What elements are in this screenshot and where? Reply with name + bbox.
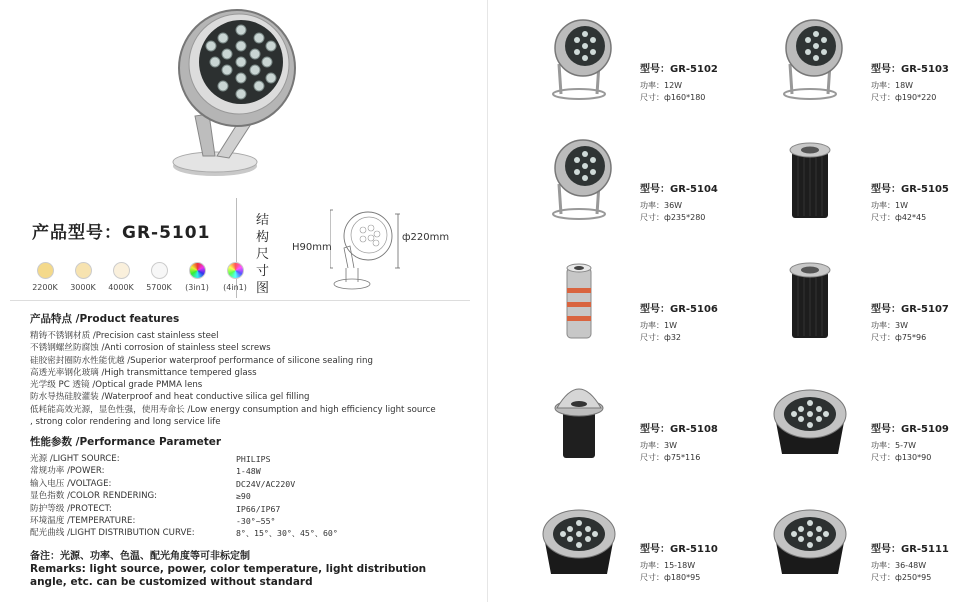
param-value: 8°、15°、30°、45°、60° bbox=[236, 528, 338, 539]
param-value: PHILIPS bbox=[236, 454, 271, 464]
product-size: 尺寸：ф42*45 bbox=[871, 213, 927, 222]
dimension-diameter: ф220mm bbox=[402, 232, 450, 243]
product-power: 功率：1W bbox=[640, 321, 677, 330]
performance-row bbox=[30, 453, 338, 465]
product-power: 功率：12W bbox=[640, 81, 683, 90]
performance-row bbox=[30, 503, 338, 515]
product-size: 尺寸：ф32 bbox=[640, 333, 682, 342]
performance-row bbox=[30, 465, 338, 477]
swatch-label: (3in1) bbox=[185, 283, 209, 292]
swatch-label: 5700K bbox=[146, 283, 172, 292]
feature-item: 硅胶密封圈防水性能优越 /Superior waterproof performance of silicone sealing ring bbox=[30, 355, 373, 366]
swatch-dot bbox=[75, 262, 92, 279]
feature-item: 防水导热硅胶灌装 /Waterproof and heat conductive silica gel filling bbox=[30, 392, 310, 403]
swatch-label: (4in1) bbox=[223, 283, 247, 292]
product-card bbox=[871, 180, 949, 224]
product-image bbox=[537, 374, 621, 466]
product-card bbox=[871, 420, 949, 464]
product-image bbox=[537, 134, 621, 226]
features-title: 产品特点 /Product features bbox=[30, 313, 180, 325]
feature-item: 精铸不锈钢材质 /Precision cast stainless steel bbox=[30, 331, 219, 341]
product-card bbox=[640, 60, 718, 104]
param-value: IP66/IP67 bbox=[236, 503, 281, 514]
feature-item: 低耗能高效光源，显色性强，使用寿命长 /Low energy consumption and high efficiency light source bbox=[30, 404, 436, 415]
remarks-chinese: 备注：光源、功率、色温、配光角度等可非标定制 bbox=[30, 551, 250, 562]
product-model: 型号：GR-5105 bbox=[871, 184, 949, 195]
product-card bbox=[871, 540, 949, 584]
performance-row bbox=[30, 478, 338, 490]
swatch-label: 2200K bbox=[32, 283, 58, 292]
product-power: 功率：15-18W bbox=[640, 561, 696, 570]
performance-row bbox=[30, 490, 338, 502]
param-key: 光源 /LIGHT SOURCE: bbox=[30, 454, 120, 464]
performance-row bbox=[30, 527, 338, 539]
product-model: 型号：GR-5107 bbox=[871, 304, 949, 315]
product-size: 尺寸：ф160*180 bbox=[640, 93, 706, 102]
product-power: 功率：3W bbox=[871, 321, 908, 330]
product-card bbox=[640, 300, 718, 344]
product-image bbox=[537, 494, 621, 586]
structure-label: 结构尺寸图 bbox=[256, 213, 270, 296]
swatch-dot bbox=[151, 262, 168, 279]
param-key: 常规功率 /POWER: bbox=[30, 466, 105, 477]
swatch-4000k bbox=[104, 262, 138, 292]
param-value: -30°~55° bbox=[236, 515, 276, 526]
param-key: 显色指数 /COLOR RENDERING: bbox=[30, 491, 158, 502]
product-model: 型号：GR-5108 bbox=[640, 424, 718, 435]
features-list bbox=[30, 330, 460, 428]
product-size: 尺寸：ф190*220 bbox=[871, 93, 937, 102]
product-model: 型号：GR-5103 bbox=[871, 64, 949, 75]
product-card bbox=[871, 300, 949, 344]
swatch-3000k bbox=[66, 262, 100, 292]
product-card bbox=[640, 540, 718, 584]
param-key: 环境温度 /TEMPERATURE: bbox=[30, 515, 136, 526]
swatch-5700k bbox=[142, 262, 176, 292]
product-power: 功率：5-7W bbox=[871, 441, 916, 450]
swatch-3in1 bbox=[180, 262, 214, 292]
swatch-label: 3000K bbox=[70, 283, 96, 292]
performance-title: 性能参数 /Performance Parameter bbox=[30, 436, 222, 448]
swatch-dot bbox=[189, 262, 206, 279]
param-value: DC24V/AC220V bbox=[236, 478, 296, 489]
product-model: 型号：GR-5104 bbox=[640, 184, 718, 195]
product-image bbox=[768, 254, 852, 346]
swatch-dot bbox=[113, 262, 130, 279]
product-model: 型号：GR-5106 bbox=[640, 304, 718, 315]
product-size: 尺寸：ф75*96 bbox=[871, 333, 927, 342]
page-divider bbox=[487, 0, 488, 602]
feature-item: 光学级 PC 透镜 /Optical grade PMMA lens bbox=[30, 380, 203, 391]
performance-table bbox=[30, 453, 338, 540]
section-divider bbox=[10, 300, 470, 301]
product-power: 功率：36W bbox=[640, 201, 683, 210]
hero-product-image bbox=[165, 6, 300, 186]
feature-item: 高透光率钢化玻璃 /High transmittance tempered glass bbox=[30, 367, 257, 378]
product-size: 尺寸：ф250*95 bbox=[871, 573, 932, 582]
product-size: 尺寸：ф235*280 bbox=[640, 213, 706, 222]
swatch-2200k bbox=[28, 262, 62, 292]
model-title: 产品型号：GR-5101 bbox=[32, 223, 211, 243]
performance-row bbox=[30, 515, 338, 527]
product-power: 功率：36-48W bbox=[871, 561, 927, 570]
product-size: 尺寸：ф75*116 bbox=[640, 453, 701, 462]
product-model: 型号：GR-5102 bbox=[640, 64, 718, 75]
product-image bbox=[537, 14, 621, 106]
product-model: 型号：GR-5110 bbox=[640, 544, 718, 555]
param-value: 1-48W bbox=[236, 466, 261, 477]
product-power: 功率：3W bbox=[640, 441, 677, 450]
swatch-dot bbox=[227, 262, 244, 279]
product-image bbox=[537, 254, 621, 346]
product-model: 型号：GR-5109 bbox=[871, 424, 949, 435]
product-image bbox=[768, 134, 852, 226]
feature-item: 不锈钢螺丝防腐蚀 /Anti corrosion of stainless steel screws bbox=[30, 343, 271, 354]
product-image bbox=[768, 374, 852, 466]
product-size: 尺寸：ф180*95 bbox=[640, 573, 701, 582]
swatch-4in1 bbox=[218, 262, 252, 292]
param-value: ≥90 bbox=[236, 491, 251, 502]
dimension-height: H90mm bbox=[292, 242, 332, 253]
product-image bbox=[768, 494, 852, 586]
remarks-english: Remarks: light source, power, color temperature, light distribution angle, etc. can be customized without standard bbox=[30, 563, 427, 588]
product-size: 尺寸：ф130*90 bbox=[871, 453, 932, 462]
swatch-label: 4000K bbox=[108, 283, 134, 292]
structure-drawing bbox=[330, 206, 400, 296]
param-key: 配光曲线 /LIGHT DISTRIBUTION CURVE: bbox=[30, 528, 195, 539]
product-card bbox=[640, 180, 718, 224]
product-model: 型号：GR-5111 bbox=[871, 544, 949, 555]
product-power: 功率：1W bbox=[871, 201, 908, 210]
feature-item: , strong color rendering and long service life bbox=[30, 417, 221, 428]
param-key: 输入电压 /VOLTAGE: bbox=[30, 478, 112, 489]
product-card bbox=[871, 60, 949, 104]
product-power: 功率：18W bbox=[871, 81, 914, 90]
swatch-dot bbox=[37, 262, 54, 279]
product-image bbox=[768, 14, 852, 106]
param-key: 防护等级 /PROTECT: bbox=[30, 503, 112, 514]
color-temperature-swatches bbox=[28, 262, 252, 292]
product-card bbox=[640, 420, 718, 464]
